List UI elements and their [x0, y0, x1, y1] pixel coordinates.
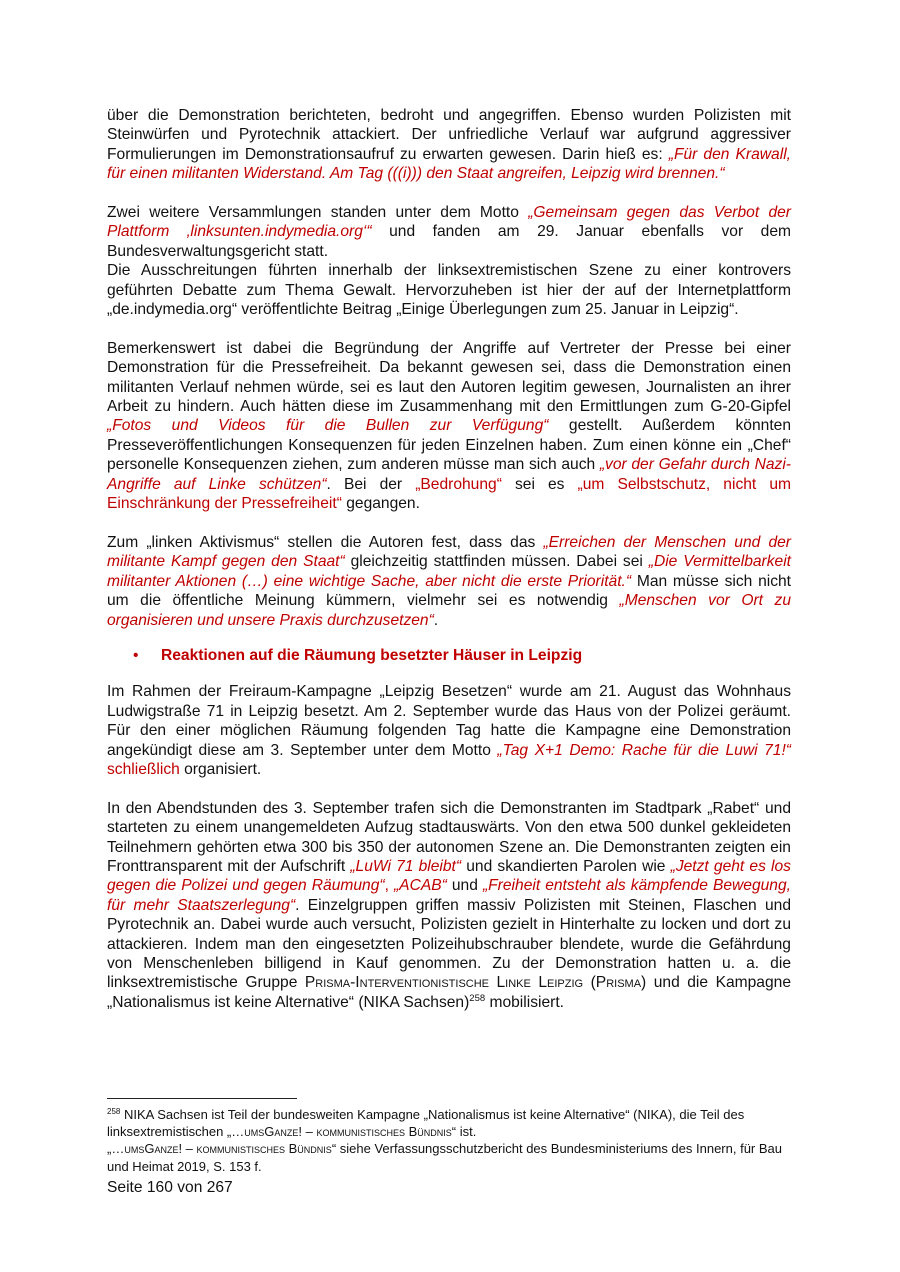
- footnote: $^{258}$ NIKA Sachsen ist Teil der bundesweiten Kampagne „Nationalismus ist keine Alternative“ (NIKA), die Teil des linksextremistischen „…umsGanze! – kommunistisches Bündnis“ ist.: [107, 1107, 745, 1140]
- paragraph: In den Abendstunden des 3. September trafen sich die Demonstranten im Stadtpark „Rabet“ und starteten zu einem unangemeldeten Aufzug stadtauswärts. Von den etwa 500 dunkel gekleideten Teilnehmern gehörten etwa 300 bis 350 der autonomen Szene an. Die Demonstranten zeigten ein Fronttransparent mit der Aufschrift „LuWi 71 bleibt“ und skandierten Parolen wie „Jetzt geht es los gegen die Polizei und gegen Räumung“, „ACAB“ und „Freiheit entsteht als kämpfende Bewegung, für mehr Staatszerlegung“. Einzelgruppen griffen massiv Polizisten mit Steinen, Flaschen und Pyrotechnik an. Dabei wurde auch versucht, Polizisten gezielt in Hinterhalte zu locken und dort zu attackieren. Indem man den eingesetzten Polizeihubschrauber blendete, wurde die Gefährdung von Menschenleben billigend in Kauf genommen. Zu der Demonstration hatten u. a. die linksextremistische Gruppe Prisma-Interventionistische Linke Leipzig (Prisma) und die Kampagne „Nationalismus ist keine Alternative“ (NIKA Sachsen)$^{258}$ mobilisiert.: [107, 799, 791, 1011]
- paragraph: Die Ausschreitungen führten innerhalb der linksextremistischen Szene zu einer kontrovers geführten Debatte zum Thema Gewalt. Hervorzuheben ist hier der auf der Internetplattform „de.indymedia.org“ veröffentlichte Beitrag „Einige Überlegungen zum 25. Januar in Leipzig“.: [107, 262, 791, 319]
- heading-text: Reaktionen auf die Räumung besetzter Häuser in Leipzig: [161, 646, 583, 664]
- quote: „Bedrohung“: [415, 475, 502, 493]
- paragraph: Zwei weitere Versammlungen standen unter dem Motto „Gemeinsam gegen das Verbot der Plattform ‚linksunten.indymedia.org‘“ und fanden am 29. Januar ebenfalls vor dem Bundesverwaltungsgericht statt.: [107, 204, 792, 260]
- body-text: [107, 106, 791, 1032]
- footnote-continuation: „…umsGanze! – kommunistisches Bündnis“ siehe Verfassungsschutzbericht des Bundesministeriums des Innern, für Bau und Heimat 2019, S. 153 f.: [107, 1141, 783, 1174]
- quote: „Jetzt geht es los gegen die Polizei und gegen Räumung“: [107, 857, 791, 895]
- paragraph: Bemerkenswert ist dabei die Begründung der Angriffe auf Vertreter der Presse bei einer Demonstration für die Pressefreiheit. Da bekannt gewesen sei, dass die Demonstration einen militanten Verlauf nehmen würde, sei es laut den Autoren legitim gewesen, Journalisten an ihrer Arbeit zu hindern. Auch hätten diese im Zusammenhang mit den Ermittlungen zum G-20-Gipfel „Fotos und Videos für die Bullen zur Verfügung“ gestellt. Außerdem könnten Presseveröffentlichungen Konsequenzen für jeden Einzelnen haben. Zum einen könne ein „Chef“ personelle Konsequenzen ziehen, zum anderen müsse man sich auch „vor der Gefahr durch Nazi-Angriffe auf Linke schützen“. Bei der „Bedrohung“ sei es „um Selbstschutz, nicht um Einschränkung der Pressefreiheit“ gegangen.: [107, 339, 791, 513]
- organization-name: Prisma: [595, 974, 642, 992]
- paragraph: Im Rahmen der Freiraum-Kampagne „Leipzig Besetzen“ wurde am 21. August das Wohnhaus Ludwigstraße 71 in Leipzig besetzt. Am 2. September wurde das Haus von der Polizei geräumt. Für den einer möglichen Räumung folgenden Tag hatte die Kampagne eine Demonstration angekündigt diese am 3. September unter dem Motto „Tag X+1 Demo: Rache für die Luwi 71!“ schließlich organisiert.: [107, 683, 791, 778]
- quote: „LuWi 71 bleibt“: [350, 857, 462, 875]
- quote: „Erreichen der Menschen und der militante Kampf gegen den Staat“: [107, 533, 791, 571]
- footnote-divider: [107, 1098, 297, 1099]
- paragraph: über die Demonstration berichteten, bedroht und angegriffen. Ebenso wurden Polizisten mit Steinwürfen und Pyrotechnik attackiert. Der unfriedliche Verlauf war aufgrund aggressiver Formulierungen im Demonstrationsaufruf zu erwarten gewesen. Darin hieß es: „Für den Krawall, für einen militanten Widerstand. Am Tag (((i))) den Staat angreifen, Leipzig wird brennen.“: [107, 107, 791, 183]
- quote: „Freiheit entsteht als kämpfende Bewegung, für mehr Staatszerlegung“: [107, 877, 791, 914]
- footnote-reference[interactable]: 258: [469, 992, 486, 1004]
- footnotes: [107, 1106, 791, 1175]
- quote: „ACAB“: [393, 877, 447, 895]
- section-heading: [107, 646, 791, 665]
- quote: „Fotos und Videos für die Bullen zur Verfügung“: [107, 417, 549, 435]
- quote: „Menschen vor Ort zu organisieren und unsere Praxis durchzusetzen“: [107, 592, 791, 629]
- paragraph: Zum „linken Aktivismus“ stellen die Autoren fest, dass das „Erreichen der Menschen und der militante Kampf gegen den Staat“ gleichzeitig stattfinden müssen. Dabei sei „Die Vermittelbarkeit militanter Aktionen (…) eine wichtige Sache, aber nicht die erste Priorität.“ Man müsse sich nicht um die öffentliche Meinung kümmern, vielmehr sei es notwendig „Menschen vor Ort zu organisieren und unsere Praxis durchzusetzen“.: [107, 533, 792, 629]
- quote: „um Selbstschutz, nicht um Einschränkung der Pressefreiheit“: [107, 475, 791, 513]
- page-number: Seite 160 von 267: [107, 1179, 233, 1196]
- quote: „Gemeinsam gegen das Verbot der Plattform ‚linksunten.indymedia.org‘“: [107, 204, 791, 241]
- bullet-icon: •: [133, 646, 139, 664]
- quote: „vor der Gefahr durch Nazi-Angriffe auf Linke schützen“: [107, 456, 791, 493]
- quote: „Die Vermittelbarkeit militanter Aktionen (…) eine wichtige Sache, aber nicht die erste Priorität.“: [107, 553, 791, 590]
- quote: „Tag X+1 Demo: Rache für die Luwi 71!“: [497, 741, 791, 759]
- quote: „Für den Krawall, für einen militanten Widerstand. Am Tag (((i))) den Staat angreifen, Leipzig wird brennen.“: [107, 145, 791, 183]
- organization-name: Prisma-Interventionistische Linke Leipzig: [304, 974, 584, 992]
